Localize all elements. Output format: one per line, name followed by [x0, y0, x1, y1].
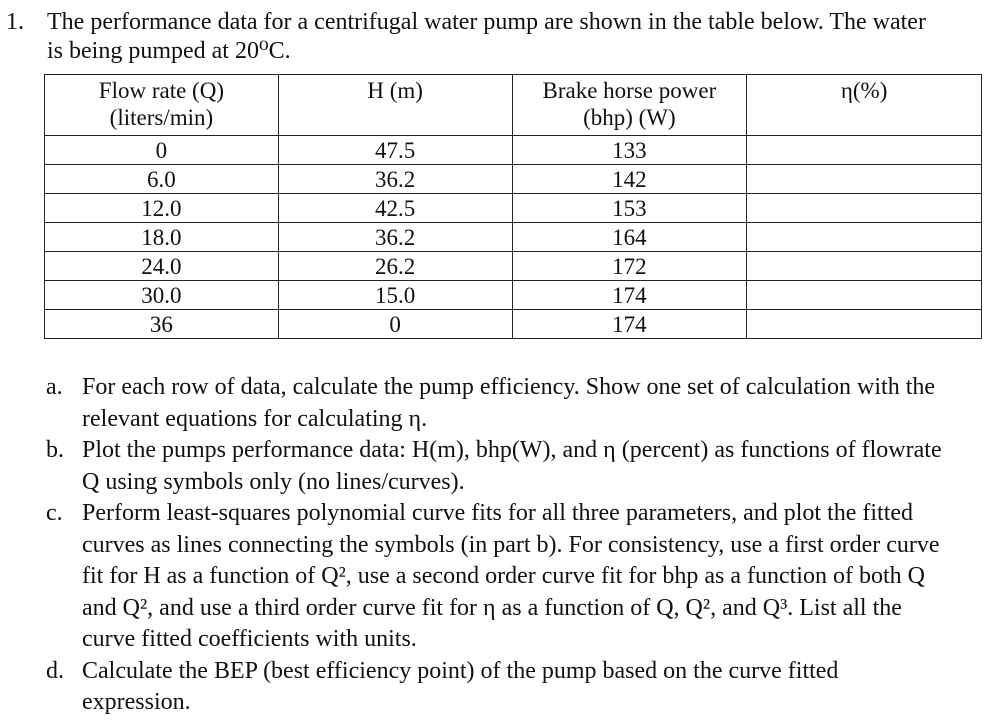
header-flow-rate-line-2: (liters/min) [109, 105, 214, 130]
question-line: relevant equations for calculating η. [82, 405, 428, 432]
cell-efficiency [747, 310, 982, 339]
table-row [45, 165, 982, 194]
cell-flow-rate: 36 [45, 310, 279, 339]
header-bhp-line-1: Brake horse power [542, 78, 717, 103]
question-letter: d. [46, 657, 64, 684]
question-body [82, 435, 992, 498]
cell-bhp: 172 [512, 252, 747, 281]
question-c [0, 498, 992, 656]
question-body [82, 372, 992, 435]
cell-flow-rate: 0 [45, 136, 279, 165]
header-head-line-1: H (m) [367, 78, 423, 103]
table-row [45, 252, 982, 281]
problem-text-line-1: The performance data for a centrifugal water pump are shown in the table below. The water [47, 9, 926, 35]
question-a [0, 372, 992, 435]
cell-efficiency [747, 136, 982, 165]
cell-bhp: 153 [512, 194, 747, 223]
problem-number: 1. [6, 9, 24, 35]
cell-bhp: 133 [512, 136, 747, 165]
problem-text-line-2: is being pumped at 20⁰C. [47, 38, 291, 64]
cell-flow-rate: 6.0 [45, 165, 279, 194]
header-efficiency-line-1: η(%) [840, 78, 888, 103]
problem-statement [0, 8, 992, 66]
cell-head: 36.2 [278, 223, 512, 252]
table-row [45, 281, 982, 310]
question-body [82, 656, 992, 719]
table-row [45, 310, 982, 339]
question-line: fit for H as a function of Q², use a second order curve fit for bhp as a function of both Q [82, 563, 925, 589]
question-letter: c. [46, 500, 63, 526]
header-efficiency [747, 75, 982, 136]
cell-head: 36.2 [278, 165, 512, 194]
question-line: and Q², and use a third order curve fit for η as a function of Q, Q², and Q³. List all the [82, 594, 902, 621]
cell-efficiency [747, 165, 982, 194]
table-header-row [45, 75, 982, 136]
header-head [278, 75, 512, 136]
cell-efficiency [747, 194, 982, 223]
question-letter: b. [46, 437, 64, 463]
cell-flow-rate: 30.0 [45, 281, 279, 310]
cell-head: 47.5 [278, 136, 512, 165]
cell-efficiency [747, 223, 982, 252]
question-line: expression. [82, 689, 191, 715]
cell-efficiency [747, 281, 982, 310]
table-row [45, 194, 982, 223]
question-line: curve fitted coefficients with units. [82, 626, 417, 652]
cell-flow-rate: 24.0 [45, 252, 279, 281]
question-d [0, 656, 992, 719]
question-line: curves as lines connecting the symbols (in part b). For consistency, use a first order curve [82, 531, 940, 558]
question-letter: a. [46, 374, 63, 400]
cell-head: 42.5 [278, 194, 512, 223]
cell-bhp: 164 [512, 223, 747, 252]
performance-table [44, 74, 982, 339]
question-line: For each row of data, calculate the pump efficiency. Show one set of calculation with the [82, 374, 936, 400]
cell-head: 0 [278, 310, 512, 339]
header-flow-rate-line-1: Flow rate (Q) [98, 78, 224, 103]
table-row [45, 136, 982, 165]
cell-efficiency [747, 252, 982, 281]
header-brake-horse-power [512, 75, 747, 136]
question-line: Calculate the BEP (best efficiency point) of the pump based on the curve fitted [82, 657, 839, 684]
cell-flow-rate: 18.0 [45, 223, 279, 252]
cell-bhp: 142 [512, 165, 747, 194]
question-b [0, 435, 992, 498]
question-line: Plot the pumps performance data: H(m), bhp(W), and η (percent) as functions of flowrate [82, 437, 942, 463]
cell-flow-rate: 12.0 [45, 194, 279, 223]
question-body [82, 498, 992, 656]
question-line: Q using symbols only (no lines/curves). [82, 468, 465, 495]
question-line: Perform least-squares polynomial curve fits for all three parameters, and plot the fitted [82, 500, 914, 526]
cell-head: 15.0 [278, 281, 512, 310]
cell-bhp: 174 [512, 310, 747, 339]
question-list [0, 372, 992, 719]
table-row [45, 223, 982, 252]
cell-head: 26.2 [278, 252, 512, 281]
cell-bhp: 174 [512, 281, 747, 310]
header-flow-rate [45, 75, 279, 136]
header-bhp-line-2: (bhp) (W) [583, 105, 676, 130]
problem-line-1 [0, 8, 992, 37]
